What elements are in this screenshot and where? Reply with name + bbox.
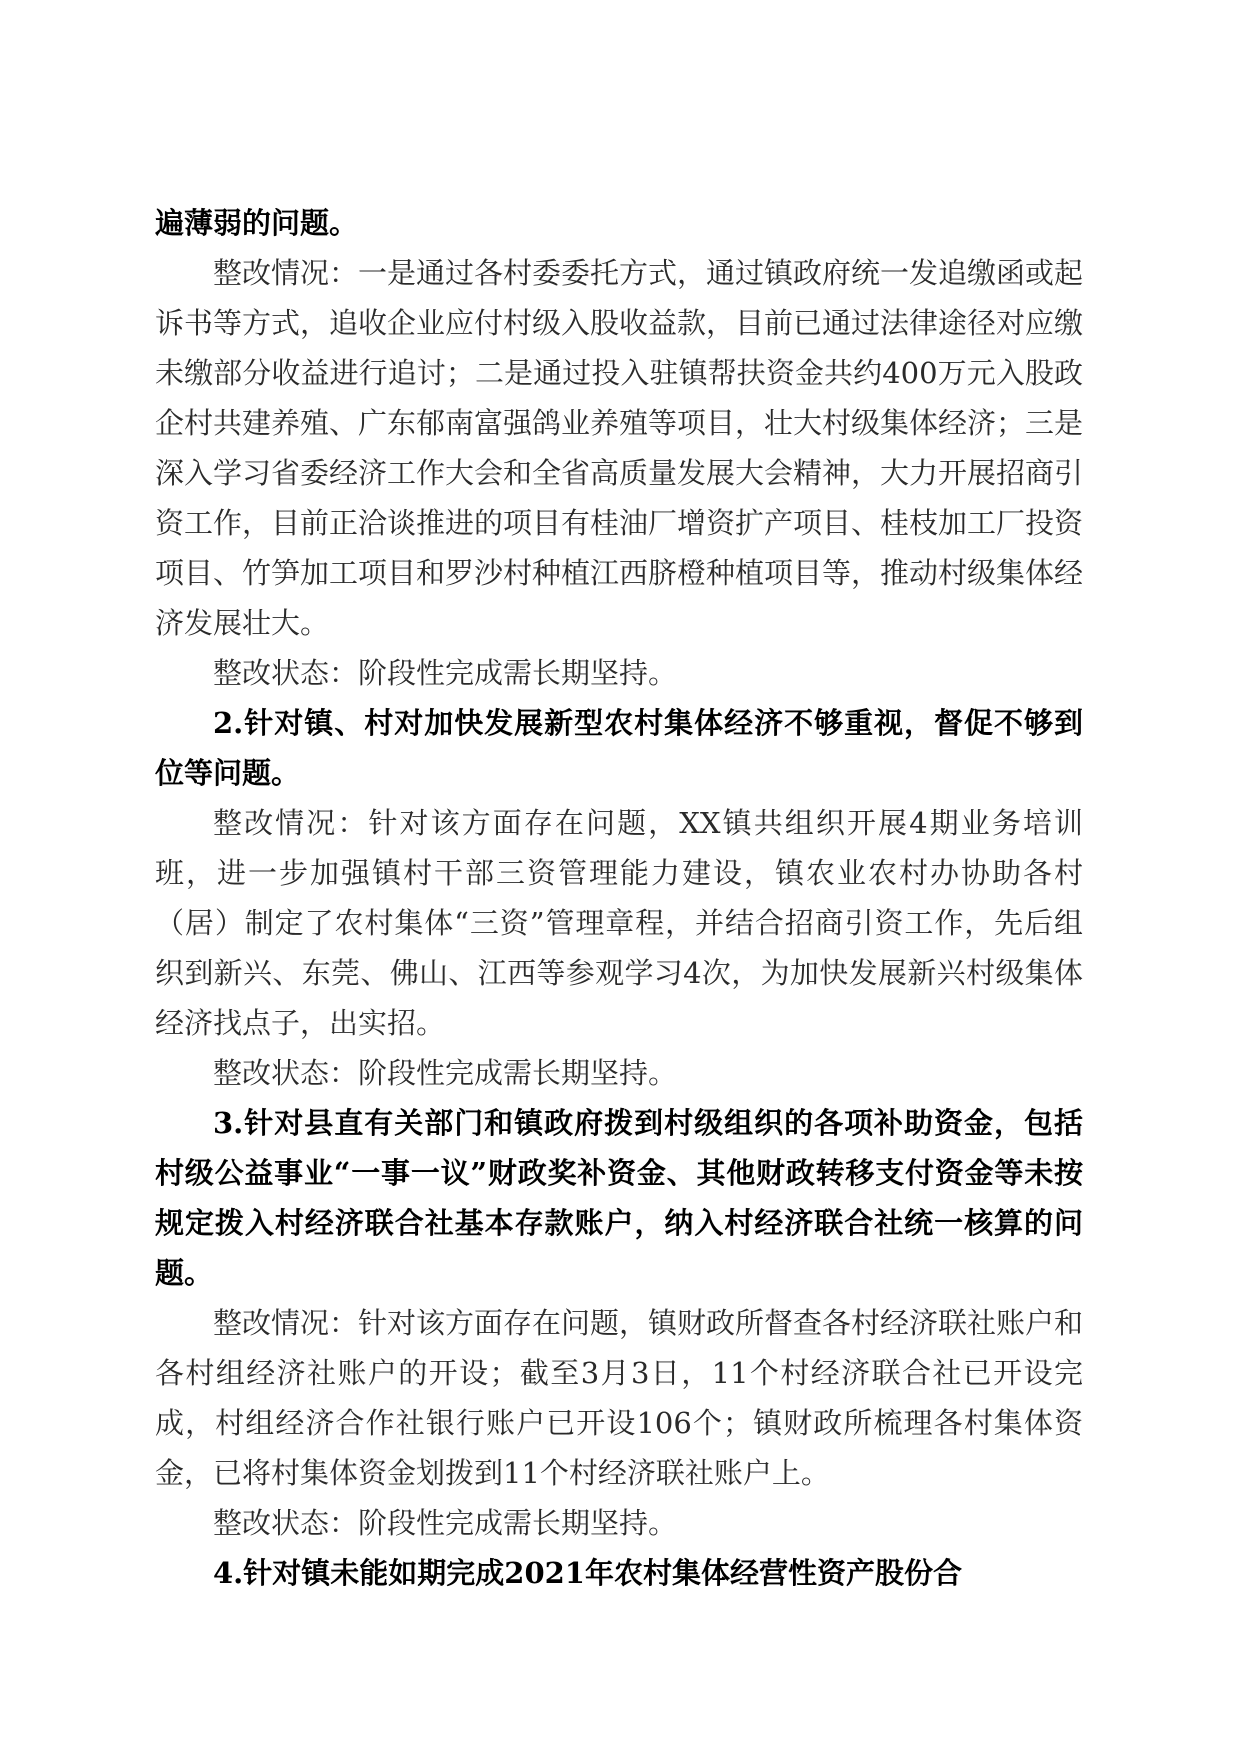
- rectification-details-2: 整改情况：针对该方面存在问题，XX镇共组织开展4期业务培训班，进一步加强镇村干部三资管理能力建设，镇农业农村办协助各村（居）制定了农村集体“三资”管理章程，并结合招商引资工作，先后组织到新兴、东莞、佛山、江西等参观学习4次，为加快发展新兴村级集体经济找点子，出实招。: [155, 806, 1083, 1040]
- heading-continuation: 遍薄弱的问题。: [155, 206, 359, 240]
- issue-heading-4: 4.针对镇未能如期完成2021年农村集体经营性资产股份合: [213, 1556, 962, 1590]
- rectification-status-2: 整改状态：阶段性完成需长期坚持。: [213, 1056, 678, 1090]
- rectification-status-1: 整改状态：阶段性完成需长期坚持。: [213, 656, 678, 690]
- issue-heading-2: 2.针对镇、村对加快发展新型农村集体经济不够重视，督促不够到位等问题。: [155, 706, 1083, 790]
- issue-heading-3: 3.针对县直有关部门和镇政府拨到村级组织的各项补助资金，包括村级公益事业“一事一议”财政奖补资金、其他财政转移支付资金等未按规定拨入村经济联合社基本存款账户，纳入村经济联合社统一核算的问题。: [155, 1106, 1083, 1290]
- rectification-details-3: 整改情况：针对该方面存在问题，镇财政所督查各村经济联社账户和各村组经济社账户的开设；截至3月3日，11个村经济联合社已开设完成，村组经济合作社银行账户已开设106个；镇财政所梳理各村集体资金，已将村集体资金划拨到11个村经济联社账户上。: [155, 1306, 1084, 1490]
- document-body: [155, 198, 1083, 1598]
- rectification-details-1: 整改情况：一是通过各村委委托方式，通过镇政府统一发追缴函或起诉书等方式，追收企业应付村级入股收益款，目前已通过法律途径对应缴未缴部分收益进行追讨；二是通过投入驻镇帮扶资金共约400万元入股政企村共建养殖、广东郁南富强鸽业养殖等项目，壮大村级集体经济；三是深入学习省委经济工作大会和全省高质量发展大会精神，大力开展招商引资工作，目前正洽谈推进的项目有桂油厂增资扩产项目、桂枝加工厂投资项目、竹笋加工项目和罗沙村种植江西脐橙种植项目等，推动村级集体经济发展壮大。: [155, 256, 1084, 640]
- rectification-status-3: 整改状态：阶段性完成需长期坚持。: [213, 1506, 678, 1540]
